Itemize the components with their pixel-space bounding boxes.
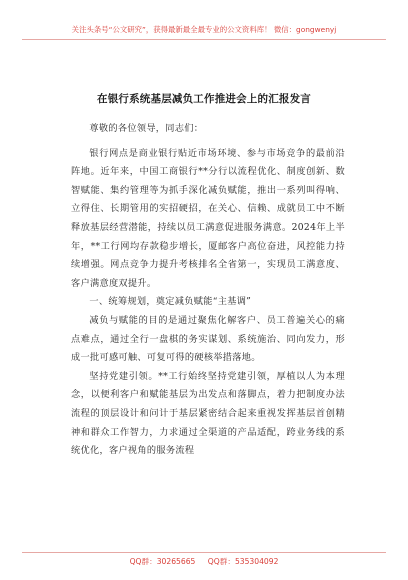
header-divider: [22, 39, 386, 40]
qq-footer: [0, 556, 408, 567]
body-paragraph: 银行网点是商业银行贴近市场环境、参与市场竞争的最前沿阵地。近年来，中国工商银行**分行以流程优化、制度创新、数智赋能、集约管理等为抓手深化减负赋能，推出一系列叫得响、立得住、长期管用的实招硬招，在关心、信赖、成就员工中不断释放基层经营潜能，持续以员工满意促进服务满意。2024年上半年，**工行网均存款稳步增长，厦邮客户高位奋进，风控能力持续增强。网点竞争力提升考核排名全省第一，实现员工满意度、客户满意度双提升。: [71, 147, 345, 289]
qq-group-1: QQ群：30265665: [129, 557, 196, 566]
footer-divider: [22, 552, 386, 553]
body-paragraph: 坚持党建引领。**工行始终坚持党建引领，厚植以人为本理念，以便利客户和赋能基层为出发点和落脚点，着力把制度办法流程的顶层设计和问计于基层紧密结合起来重视发挥基层首创精神和群众工作智力，力求通过全渠道的产品适配，跨业务线的系统优化，客户视角的服务流程: [71, 370, 345, 457]
salutation: 尊敬的各位领导，同志们：: [89, 123, 204, 134]
document-body: [71, 120, 345, 461]
document-title: 在银行系统基层减负工作推进会上的汇报发言: [97, 93, 311, 105]
section-heading: 一、统筹规划，奠定减负赋能“主基调”: [89, 296, 252, 308]
body-paragraph: 减负与赋能的目的是通过聚焦化解客户、员工普遍关心的痛点难点，通过全行一盘棋的务实谋划、系统施治、同向发力，形成一批可感可触、可复可得的硬核举措落地。: [71, 314, 345, 364]
promo-header: 关注头条号“公文研究”，获得最新最全最专业的公文资料库！ 微信：gongwenyj: [71, 25, 337, 34]
qq-group-2: QQ群：535304092: [207, 557, 279, 566]
